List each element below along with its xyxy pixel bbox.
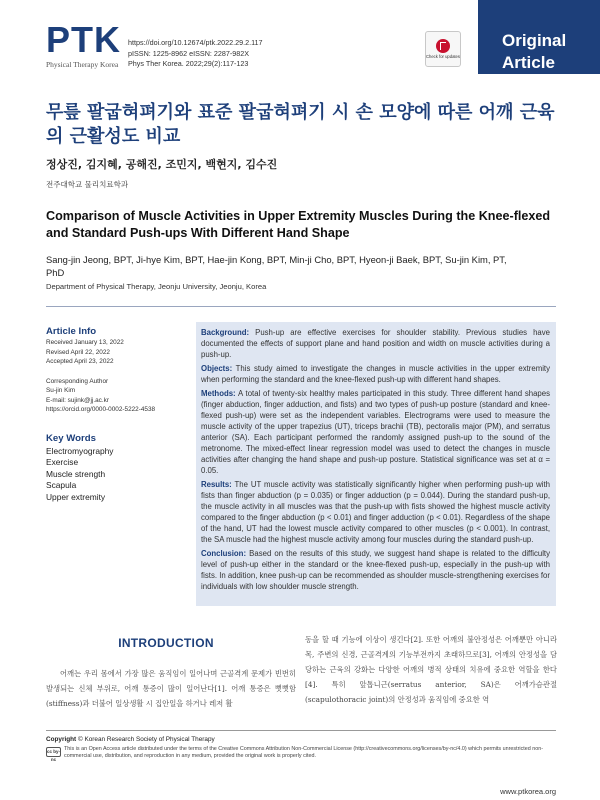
- corresponding-author-email[interactable]: E-mail: sujink@jj.ac.kr: [46, 396, 109, 404]
- corresponding-author-name: Su-jin Kim: [46, 387, 76, 394]
- journal-logo-text: PTK: [46, 19, 121, 60]
- korean-title: 무릎 팔굽혀펴기와 표준 팔굽혀펴기 시 손 모양에 따른 어깨 근육의 근활성도 비교: [46, 102, 555, 147]
- article-type-line-1: Original: [502, 31, 567, 50]
- article-info-sidebar: [46, 326, 186, 503]
- abstract-objects-text: This study aimed to investigate the changes in muscle activities in the upper extremity when performing the standard and the knee-flexed push-up with different hand shapes.: [201, 364, 550, 384]
- keyword-item: Upper extremity: [46, 491, 106, 502]
- abstract-methods-text: A total of twenty-six healthy males participated in this study. Three different hand shapes (finger abduction, finger adduction, and fists) and two types of push-up posture (standard and knee-flexed push-up) were set as the independent variables. Electrograms were used to measure the muscle activity of the upper trapezius (UT), triceps brachii (TB), pectoralis major (PM), and serratus anterior (SA). Each participant performed the randomly assigned push-up to the sound of the metronome. The mixed-effect linear regression model was used to detect the changes in muscle activities after changing the hand shape and push-up posture. Statistical significance was set at α = 0.05.: [201, 389, 550, 475]
- citation-line: Phys Ther Korea. 2022;29(2):117-123: [128, 59, 249, 68]
- article-info-heading: Article Info: [46, 326, 97, 337]
- license-text: This is an Open Access article distributed under the terms of the Creative Commons Attribution Non-Commercial License (http://creativecommons.org/licenses/by-nc/4.0) which permits unrestricted non-commercial use, distribution, and reproduction in any medium, provided the original work is properly cited.: [64, 746, 544, 760]
- abstract-objects: [201, 363, 550, 385]
- korean-affiliation: 전주대학교 물리치료학과: [46, 180, 129, 189]
- publication-meta: [128, 38, 263, 70]
- article-type-line-2: Article: [502, 53, 555, 72]
- revised-date: Revised April 22, 2022: [46, 348, 110, 356]
- doi-link[interactable]: https://doi.org/10.12674/ptk.2022.29.2.117: [128, 38, 263, 47]
- abstract-results-text: The UT muscle activity was statistically significantly higher when performing push-up with fists than finger abduction (p = 0.035) or finger adduction (p = 0.044). During the standard push-up, the muscle activity in all muscles was that the push-up with fists showed the highest muscle activity compared to the finger abduction (p < 0.01) and finger adduction (p < 0.01). Regardless of the shape of the hand, UT had the lowest muscle activity compared to other muscles (p < 0.001). In contrast, the SA muscle had the highest muscle activity among four muscles during the standard push-up.: [201, 480, 550, 544]
- english-title: Comparison of Muscle Activities in Upper Extremity Muscles During the Knee-flexed and Standard Push-ups With Different Hand Shape: [46, 209, 551, 240]
- abstract-conclusion-text: Based on the results of this study, we suggest hand shape is related to the difficulty level of push-up either in the standard or the knee-flexed push-up, especially in the push-up with fists. In addition, knee push-up can be recommended as shoulder muscle-strengthening exercises for individuals with low shoulder muscle strength.: [201, 549, 551, 591]
- abstract-methods-label: Methods:: [201, 389, 236, 398]
- creative-commons-icon: cc by-nc: [47, 749, 61, 762]
- issn-line: pISSN: 1225-8962 eISSN: 2287-982X: [128, 48, 250, 58]
- article-type-banner: [478, 0, 600, 74]
- keyword-item: Scapula: [46, 480, 77, 491]
- journal-logo: [46, 19, 121, 69]
- check-updates-label: Check for updates: [426, 53, 460, 59]
- corresponding-author-label: Corresponding Author: [46, 377, 109, 385]
- journal-logo-subtitle: Physical Therapy Korea: [46, 60, 119, 69]
- keywords-heading: Key Words: [46, 432, 96, 444]
- abstract-background: [201, 327, 550, 360]
- introduction-left-column: 어깨는 우리 몸에서 가장 많은 움직임이 일어나며 근골격계 문제가 빈번히 발생되는 신체 부위로, 어깨 통증이 많이 일어난다[1]. 어깨 통증은 뻣뻣함(stiffness)과 더불어 일상생활 시 집안일을 하거나 레저 활: [46, 669, 296, 708]
- abstract-methods: [201, 388, 550, 476]
- english-authors: Sang-jin Jeong, BPT, Ji-hye Kim, BPT, Hae-jin Kong, BPT, Min-ji Cho, BPT, Hyeon-ji Baek, BPT, Su-jin Kim, PT, PhD: [46, 254, 507, 278]
- abstract-results-label: Results:: [201, 480, 232, 489]
- abstract-conclusion: [201, 548, 550, 592]
- introduction-right-column: 동을 할 때 기능에 이상이 생긴다[2]. 또한 어깨의 불안정성은 어깨뿐만 아니라 목, 주변의 신경, 근골격계의 기능부전까지 초래하므로[3], 어깨의 안정성을 담당하는 근육의 강화는 다양한 어깨의 병적 상태의 치유에 중요한 역할을 한다[4]. 특히 앞톱니근(serratus anterior, SA)은 어깨가슴관절(scapulothoracic joint)의 안정성과 움직임에 중요한 역: [305, 635, 557, 704]
- received-date: Received January 13, 2022: [46, 339, 124, 346]
- abstract-background-text: Push-up are effective exercises for shoulder stability. Previous studies have documented the effects of support plane and hand position and width on muscle activities during a push-up.: [201, 328, 551, 359]
- abstract-objects-label: Objects:: [201, 364, 233, 373]
- abstract-background-label: Background:: [201, 328, 250, 337]
- corresponding-author-orcid[interactable]: https://orcid.org/0000-0002-5222-4538: [46, 406, 156, 413]
- keyword-item: Electromyography: [46, 445, 114, 456]
- korean-authors: 정상진, 김지혜, 공해진, 조민지, 백현지, 김수진: [46, 158, 278, 171]
- title-divider: [46, 306, 556, 307]
- abstract-conclusion-label: Conclusion:: [201, 549, 247, 558]
- abstract-box: [196, 322, 556, 606]
- check-updates-icon: [436, 39, 450, 53]
- keyword-item: Muscle strength: [46, 468, 106, 479]
- keyword-item: Exercise: [46, 457, 79, 468]
- journal-website-link[interactable]: www.ptkorea.org: [500, 787, 556, 796]
- abstract-results: [201, 479, 550, 545]
- introduction-heading: INTRODUCTION: [118, 636, 214, 650]
- check-for-updates-button[interactable]: [425, 31, 461, 67]
- footer-divider: [46, 730, 556, 731]
- copyright-text: © Korean Research Society of Physical Therapy: [77, 736, 215, 743]
- accepted-date: Accepted April 23, 2022: [46, 358, 114, 365]
- english-affiliation: Department of Physical Therapy, Jeonju University, Jeonju, Korea: [46, 282, 267, 291]
- copyright-line: [46, 736, 215, 743]
- copyright-label: Copyright: [46, 736, 77, 743]
